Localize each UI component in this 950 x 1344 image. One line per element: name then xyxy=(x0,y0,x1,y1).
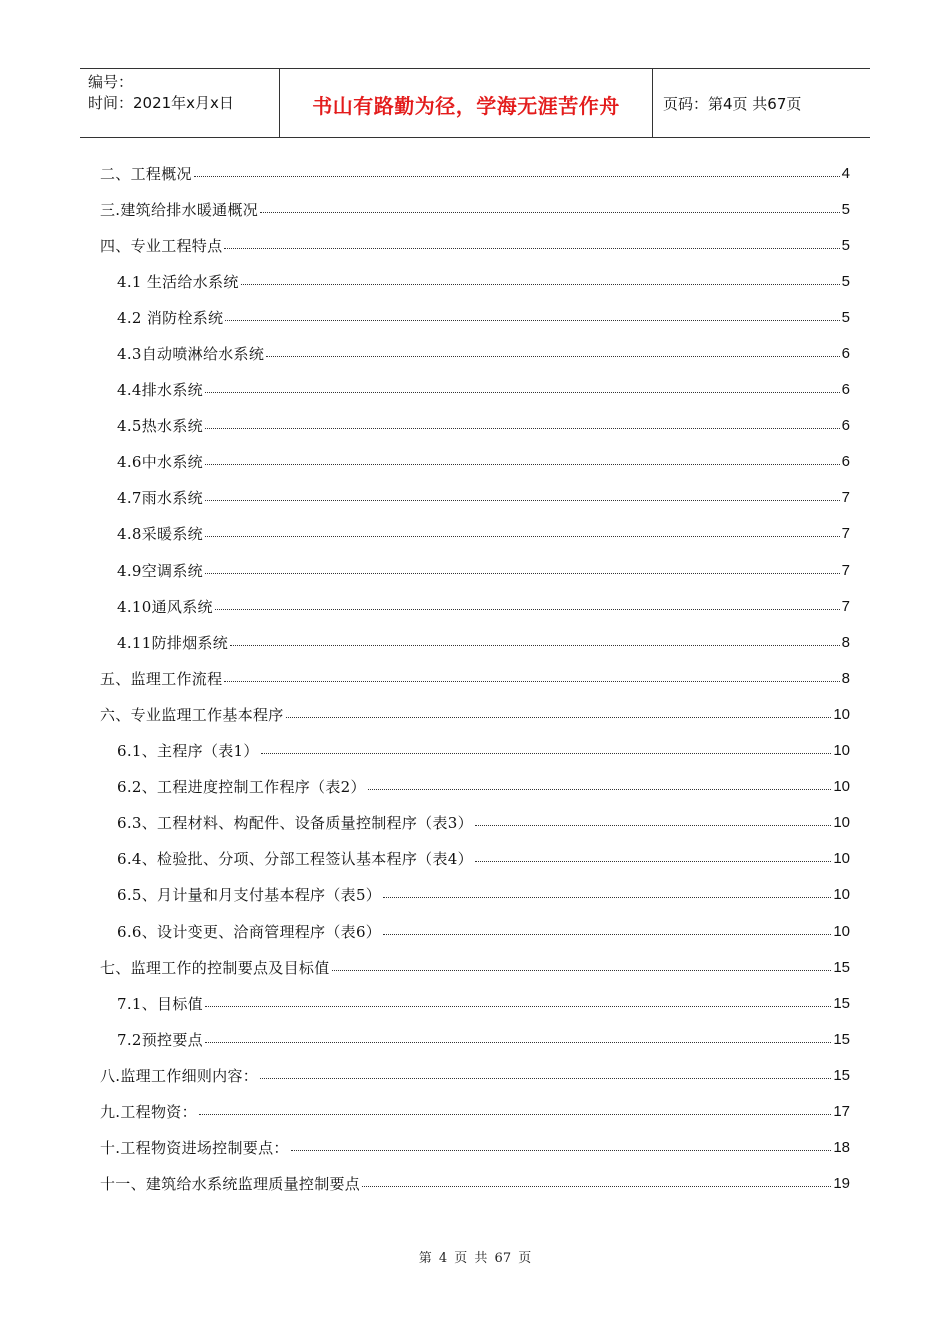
toc-entry-title: 4.6中水系统 xyxy=(117,453,203,472)
toc-entry-title: 4.11防排烟系统 xyxy=(117,633,229,652)
toc-dot-leader xyxy=(205,392,840,393)
header-motto: 书山有路勤为径，学海无涯苦作舟 xyxy=(280,69,653,137)
toc-entry-page-number: 6 xyxy=(841,381,850,399)
toc-entry[interactable] xyxy=(100,1021,850,1057)
toc-dot-leader xyxy=(205,1042,831,1043)
toc-entry[interactable] xyxy=(100,155,850,191)
toc-entry-title: 6.4、检验批、分项、分部工程签认基本程序（表4） xyxy=(117,850,473,869)
toc-entry[interactable] xyxy=(100,696,850,732)
toc-entry-page-number: 7 xyxy=(841,525,850,543)
toc-entry-page-number: 10 xyxy=(833,778,850,796)
toc-dot-leader xyxy=(241,284,840,285)
toc-entry-title: 4.7雨水系统 xyxy=(117,489,203,508)
toc-dot-leader xyxy=(224,681,839,682)
toc-entry-page-number: 8 xyxy=(841,669,850,687)
toc-entry[interactable] xyxy=(100,588,850,624)
toc-entry-page-number: 7 xyxy=(841,561,850,579)
toc-entry[interactable] xyxy=(100,227,850,263)
toc-entry-title: 6.2、工程进度控制工作程序（表2） xyxy=(117,778,366,797)
toc-dot-leader xyxy=(205,464,840,465)
toc-entry[interactable] xyxy=(100,516,850,552)
toc-entry-page-number: 15 xyxy=(833,1030,850,1048)
toc-entry-title: 七、监理工作的控制要点及目标值 xyxy=(100,958,330,977)
toc-entry-title: 4.3自动喷淋给水系统 xyxy=(117,345,265,364)
toc-dot-leader xyxy=(205,500,840,501)
toc-entry-page-number: 6 xyxy=(841,417,850,435)
toc-dot-leader xyxy=(194,176,840,177)
toc-entry-title: 6.3、工程材料、构配件、设备质量控制程序（表3） xyxy=(117,814,473,833)
toc-entry-page-number: 8 xyxy=(841,633,850,651)
toc-entry-page-number: 18 xyxy=(833,1139,850,1157)
toc-entry-page-number: 5 xyxy=(841,308,850,326)
toc-entry-title: 7.1、目标值 xyxy=(117,994,203,1013)
toc-dot-leader xyxy=(205,573,840,574)
toc-dot-leader xyxy=(261,753,832,754)
toc-dot-leader xyxy=(225,320,839,321)
toc-entry[interactable] xyxy=(100,841,850,877)
toc-dot-leader xyxy=(475,861,831,862)
toc-entry-page-number: 15 xyxy=(833,1066,850,1084)
toc-entry-title: 四、专业工程特点 xyxy=(100,236,223,255)
toc-entry[interactable] xyxy=(100,624,850,660)
toc-entry-page-number: 7 xyxy=(841,597,850,615)
toc-dot-leader xyxy=(332,970,832,971)
toc-entry[interactable] xyxy=(100,191,850,227)
toc-entry-page-number: 15 xyxy=(833,994,850,1012)
toc-dot-leader xyxy=(260,1078,831,1079)
toc-entry[interactable] xyxy=(100,480,850,516)
toc-dot-leader xyxy=(230,645,840,646)
toc-entry[interactable] xyxy=(100,660,850,696)
toc-entry-title: 6.6、设计变更、洽商管理程序（表6） xyxy=(117,922,382,941)
toc-entry-title: 九.工程物资： xyxy=(100,1102,197,1121)
toc-entry-page-number: 5 xyxy=(841,272,850,290)
toc-entry[interactable] xyxy=(100,769,850,805)
toc-entry[interactable] xyxy=(100,444,850,480)
page-footer: 第 4 页 共 67 页 xyxy=(418,1251,532,1266)
toc-dot-leader xyxy=(224,248,839,249)
toc-entry[interactable] xyxy=(100,949,850,985)
toc-dot-leader xyxy=(475,825,831,826)
table-of-contents xyxy=(100,155,850,1202)
toc-entry-page-number: 19 xyxy=(833,1175,850,1193)
toc-entry[interactable] xyxy=(100,299,850,335)
toc-entry[interactable] xyxy=(100,877,850,913)
toc-entry-page-number: 6 xyxy=(841,453,850,471)
toc-entry-title: 6.5、月计量和月支付基本程序（表5） xyxy=(117,886,382,905)
document-number-label: 编号： xyxy=(88,73,134,91)
document-time-label: 时间：2021年x月x日 xyxy=(88,94,234,112)
toc-dot-leader xyxy=(215,609,840,610)
toc-entry[interactable] xyxy=(100,1093,850,1129)
toc-entry-title: 4.2 消防栓系统 xyxy=(117,308,224,327)
toc-entry-page-number: 7 xyxy=(841,489,850,507)
toc-entry[interactable] xyxy=(100,733,850,769)
toc-entry-page-number: 6 xyxy=(841,345,850,363)
toc-entry-page-number: 10 xyxy=(833,814,850,832)
toc-entry-title: 八.监理工作细则内容： xyxy=(100,1066,259,1085)
toc-entry-title: 二、工程概况 xyxy=(100,164,192,183)
toc-entry-title: 4.9空调系统 xyxy=(117,561,203,580)
header-page-label: 页码：第4页 共67页 xyxy=(663,94,802,113)
toc-entry[interactable] xyxy=(100,335,850,371)
toc-entry-title: 十一、建筑给水系统监理质量控制要点 xyxy=(100,1175,361,1194)
toc-dot-leader xyxy=(266,356,840,357)
toc-entry-title: 4.10通风系统 xyxy=(117,597,213,616)
toc-entry-title: 6.1、主程序（表1） xyxy=(117,742,259,761)
toc-entry-page-number: 5 xyxy=(841,236,850,254)
toc-entry[interactable] xyxy=(100,985,850,1021)
toc-entry[interactable] xyxy=(100,263,850,299)
toc-entry-page-number: 10 xyxy=(833,742,850,760)
toc-dot-leader xyxy=(205,536,840,537)
toc-dot-leader xyxy=(383,897,831,898)
toc-dot-leader xyxy=(362,1186,831,1187)
toc-dot-leader xyxy=(205,428,840,429)
toc-entry-page-number: 10 xyxy=(833,886,850,904)
toc-dot-leader xyxy=(199,1114,831,1115)
toc-entry[interactable] xyxy=(100,1166,850,1202)
toc-entry[interactable] xyxy=(100,913,850,949)
toc-entry-title: 4.8采暖系统 xyxy=(117,525,203,544)
toc-entry[interactable] xyxy=(100,552,850,588)
toc-entry-title: 4.1 生活给水系统 xyxy=(117,272,239,291)
toc-dot-leader xyxy=(286,717,832,718)
toc-entry[interactable] xyxy=(100,372,850,408)
toc-entry-page-number: 17 xyxy=(833,1102,850,1120)
toc-entry[interactable] xyxy=(100,408,850,444)
toc-entry-page-number: 15 xyxy=(833,958,850,976)
toc-dot-leader xyxy=(260,212,840,213)
toc-entry-page-number: 4 xyxy=(841,164,850,182)
toc-entry-title: 4.4排水系统 xyxy=(117,381,203,400)
toc-entry[interactable] xyxy=(100,805,850,841)
toc-dot-leader xyxy=(205,1006,831,1007)
page-header xyxy=(80,68,870,138)
toc-entry[interactable] xyxy=(100,1130,850,1166)
toc-entry-title: 五、监理工作流程 xyxy=(100,669,223,688)
header-meta xyxy=(80,69,280,137)
toc-entry-page-number: 10 xyxy=(833,850,850,868)
toc-entry-title: 十.工程物资进场控制要点： xyxy=(100,1139,289,1158)
toc-dot-leader xyxy=(383,934,831,935)
toc-entry-title: 六、专业监理工作基本程序 xyxy=(100,705,284,724)
toc-entry-page-number: 10 xyxy=(833,922,850,940)
toc-entry-page-number: 5 xyxy=(841,200,850,218)
toc-dot-leader xyxy=(368,789,832,790)
toc-entry[interactable] xyxy=(100,1057,850,1093)
toc-entry-page-number: 10 xyxy=(833,705,850,723)
toc-entry-title: 7.2预控要点 xyxy=(117,1030,203,1049)
toc-dot-leader xyxy=(291,1150,832,1151)
toc-entry-title: 4.5热水系统 xyxy=(117,417,203,436)
toc-entry-title: 三.建筑给排水暖通概况 xyxy=(100,200,259,219)
